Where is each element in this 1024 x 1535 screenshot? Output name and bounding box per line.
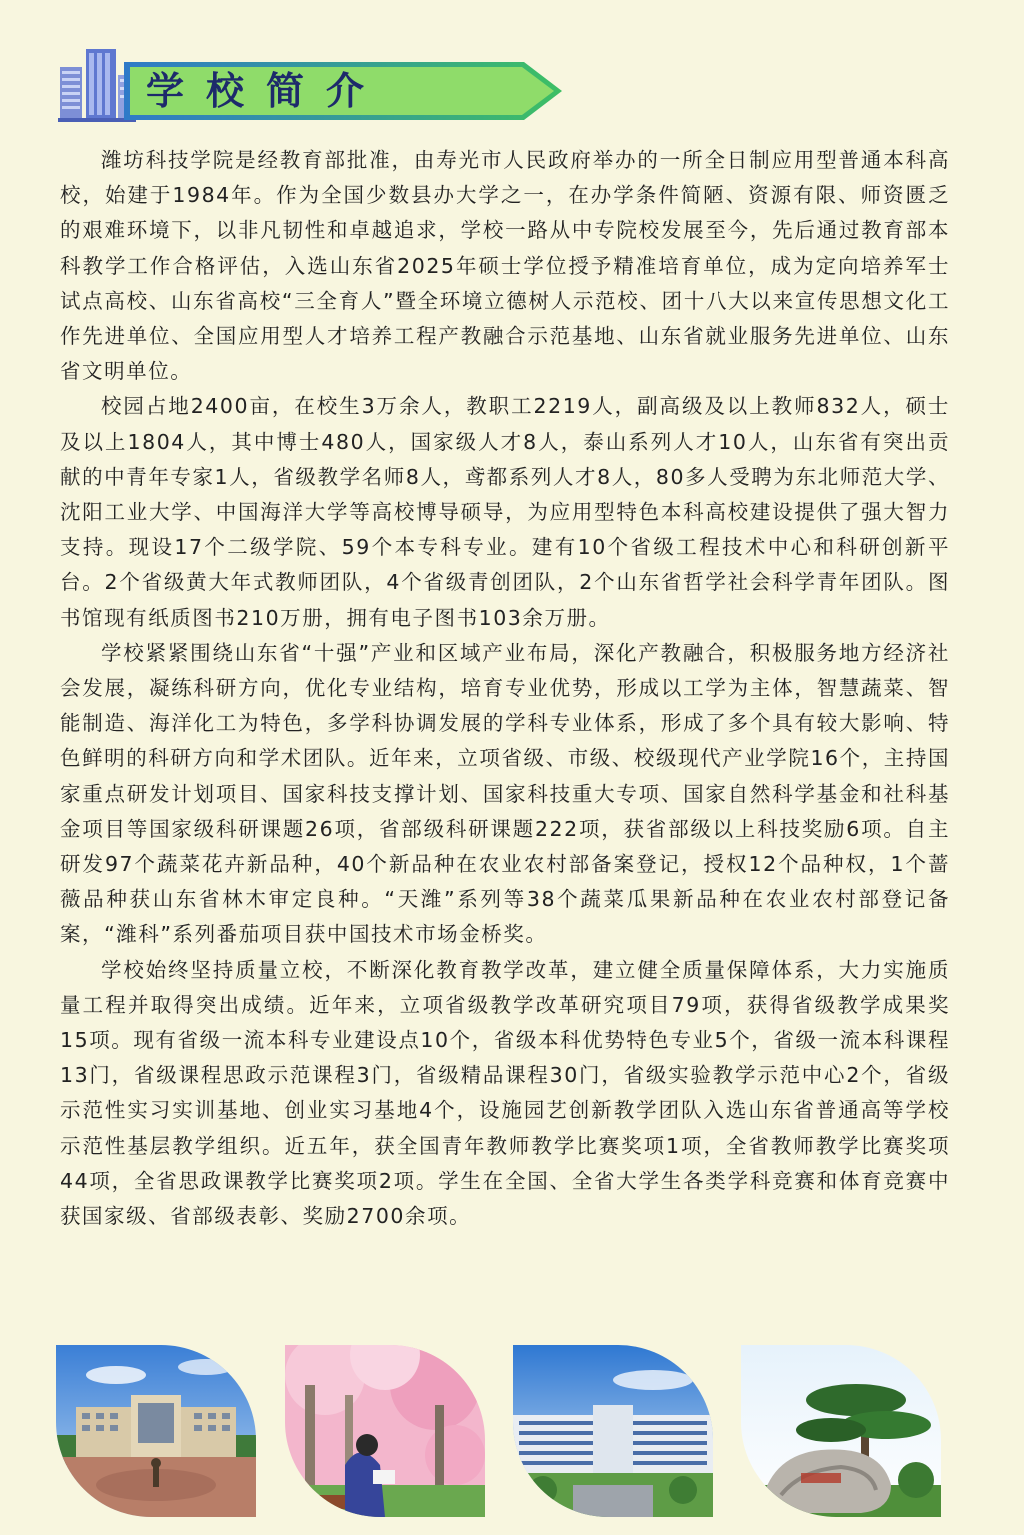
paragraph-history: 潍坊科技学院是经教育部批准，由寿光市人民政府举办的一所全日制应用型普通本科高校，始建于1984年。作为全国少数县办大学之一，在办学条件简陋、资源有限、师资匮乏的艰难环境下，以非凡韧性和卓越追求，学校一路从中专院校发展至今，先后通过教育部本科教学工作合格评估，入选山东省2025年硕士学位授予精准培育单位，成为定向培养军士试点高校、山东省高校“三全育人”暨全环境立德树人示范校、团十八大以来宣传思想文化工作先进单位、全国应用型人才培养工程产教融合示范基地、山东省就业服务先进单位、山东省文明单位。 [60, 148, 950, 384]
section-header [58, 45, 518, 123]
intro-text [60, 143, 950, 1234]
title-banner [124, 62, 564, 120]
main-building-photo [56, 1345, 256, 1517]
paragraph-research: 学校紧紧围绕山东省“十强”产业和区域产业布局，深化产教融合，积极服务地方经济社会发展，凝练科研方向，优化专业结构，培育专业优势，形成以工学为主体，智慧蔬菜、智能制造、海洋化工为特色，多学科协调发展的学科专业体系，形成了多个具有较大影响、特色鲜明的科研方向和学术团队。近年来，立项省级、市级、校级现代产业学院16个，主持国家重点研发计划项目、国家科技支撑计划、国家科技重大专项、国家自然科学基金和社科基金项目等国家级科研课题26项，省部级科研课题222项，获省部级以上科技奖励6项。自主研发97个蔬菜花卉新品种，40个新品种在农业农村部备案登记，授权12个品种权，1个蔷薇品种获山东省林木审定良种。“天潍”系列等38个蔬菜瓜果新品种在农业农村部登记备案，“潍科”系列番茄项目获中国技术市场金桥奖。 [60, 640, 950, 947]
stone-and-pine-photo [741, 1345, 941, 1517]
paragraph-campus: 校园占地2400亩，在校生3万余人，教职工2219人，副高级及以上教师832人，硕士及以上1804人，其中博士480人，国家级人才8人，泰山系列人才10人，山东省有突出贡献的中青年专家1人，省级教学名师8人，鸢都系列人才8人，80多人受聘为东北师范大学、沈阳工业大学、中国海洋大学等高校博导硕导，为应用型特色本科高校建设提供了强大智力支持。现设17个二级学院、59个本专科专业。建有10个省级工程技术中心和科研创新平台。2个省级黄大年式教师团队，4个省级青创团队，2个山东省哲学社会科学青年团队。图书馆现有纸质图书210万册，拥有电子图书103余万册。 [60, 394, 950, 630]
photo-strip [56, 1345, 946, 1517]
campus-aerial-photo [513, 1345, 713, 1517]
page-title: 学校简介 [146, 69, 387, 113]
cherry-blossom-reading-photo [285, 1345, 485, 1517]
paragraph-teaching: 学校始终坚持质量立校，不断深化教育教学改革，建立健全质量保障体系，大力实施质量工程并取得突出成绩。近年来，立项省级教学改革研究项目79项，获得省级教学成果奖15项。现有省级一流本科专业建设点10个，省级本科优势特色专业5个，省级一流本科课程13门，省级课程思政示范课程3门，省级精品课程30门，省级实验教学示范中心2个，省级示范性实习实训基地、创业实习基地4个，设施园艺创新教学团队入选山东省普通高等学校示范性基层教学组织。近五年，获全国青年教师教学比赛奖项1项，全省教师教学比赛奖项44项，全省思政课教学比赛奖项2项。学生在全国、全省大学生各类学科竞赛和体育竞赛中获国家级、省部级表彰、奖励2700余项。 [60, 957, 950, 1229]
